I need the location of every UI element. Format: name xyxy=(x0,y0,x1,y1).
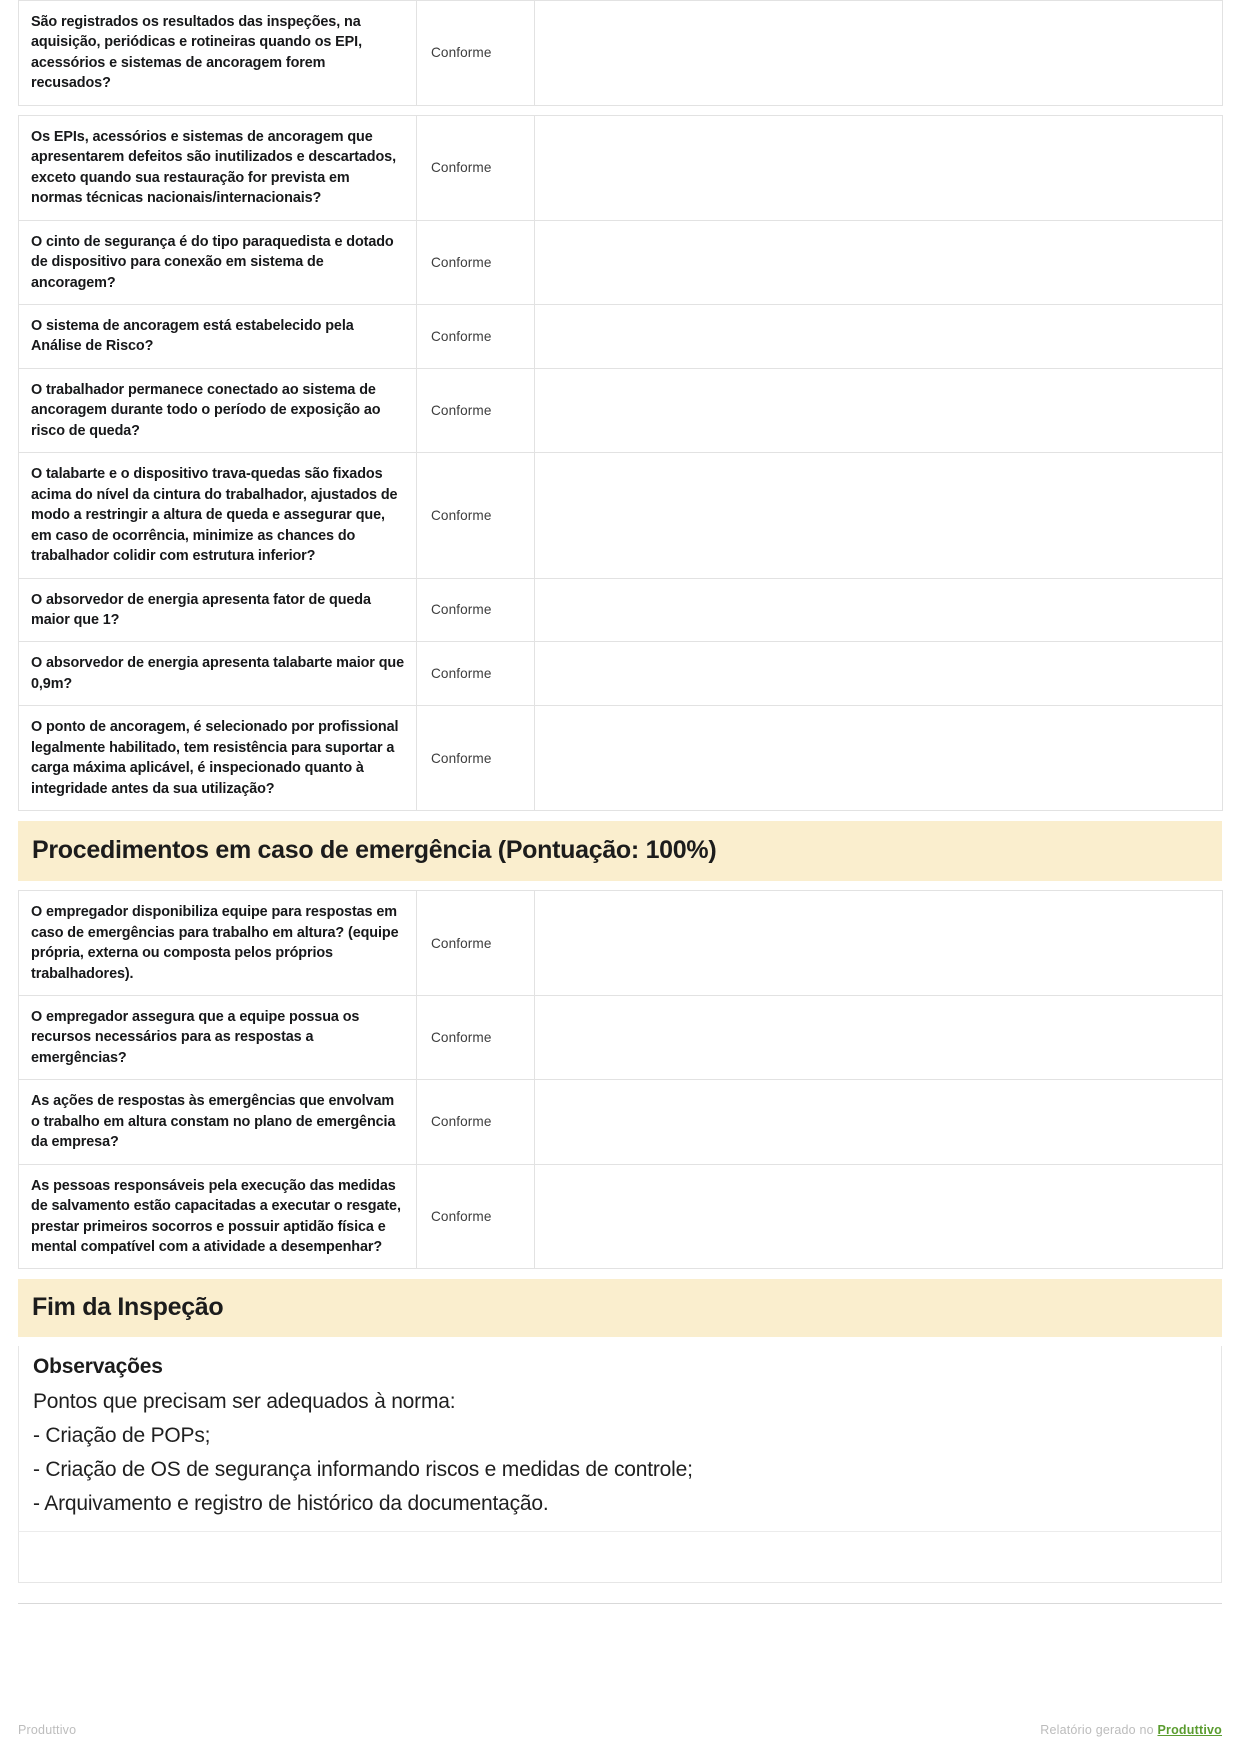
question-text: O absorvedor de energia apresenta fator de queda maior que 1? xyxy=(31,591,371,628)
answer-text: Conforme xyxy=(431,666,492,682)
section-title: Fim da Inspeção xyxy=(32,1293,224,1322)
table-row xyxy=(19,115,1223,220)
cell-answer xyxy=(417,1164,535,1269)
cell-notes xyxy=(535,453,1223,578)
cell-notes xyxy=(535,304,1223,368)
content-bottom-divider xyxy=(18,1603,1222,1604)
cell-notes xyxy=(535,706,1223,811)
footer-brand: Produttivo xyxy=(18,1723,77,1737)
cell-answer xyxy=(417,304,535,368)
cell-question xyxy=(19,891,417,996)
answer-text: Conforme xyxy=(431,1209,492,1225)
answer-text: Conforme xyxy=(431,254,492,270)
cell-question xyxy=(19,995,417,1079)
answer-text: Conforme xyxy=(431,935,492,951)
answer-text: Conforme xyxy=(431,507,492,523)
cell-answer xyxy=(417,368,535,452)
question-text: São registrados os resultados das inspeções, na aquisição, periódicas e rotineiras quando os EPI, acessórios e sistemas de ancoragem forem recusados? xyxy=(31,14,362,92)
cell-answer xyxy=(417,995,535,1079)
answer-text: Conforme xyxy=(431,403,492,419)
cell-answer xyxy=(417,891,535,996)
cell-question xyxy=(19,1164,417,1269)
cell-notes xyxy=(535,368,1223,452)
table-row xyxy=(19,220,1223,304)
cell-notes xyxy=(535,642,1223,706)
question-text: O trabalhador permanece conectado ao sistema de ancoragem durante todo o período de exposição ao risco de queda? xyxy=(31,381,381,439)
cell-answer xyxy=(417,220,535,304)
cell-notes xyxy=(535,995,1223,1079)
cell-question xyxy=(19,115,417,220)
answer-text: Conforme xyxy=(431,1030,492,1046)
question-text: O cinto de segurança é do tipo paraquedista e dotado de dispositivo para conexão em sistema de ancoragem? xyxy=(31,233,394,291)
cell-answer xyxy=(417,706,535,811)
cell-question xyxy=(19,220,417,304)
table-row xyxy=(19,578,1223,642)
table-row xyxy=(19,1080,1223,1164)
cell-question xyxy=(19,1080,417,1164)
answer-text: Conforme xyxy=(431,328,492,344)
cell-notes xyxy=(535,220,1223,304)
section-header-end xyxy=(18,1279,1222,1337)
cell-question xyxy=(19,578,417,642)
answer-text: Conforme xyxy=(431,1114,492,1130)
answer-text: Conforme xyxy=(431,160,492,176)
cell-notes xyxy=(535,891,1223,996)
table-row xyxy=(19,304,1223,368)
checklist-table-top xyxy=(18,0,1223,811)
section-title: Procedimentos em caso de emergência (Pontuação: 100%) xyxy=(32,836,717,865)
question-text: O empregador disponibiliza equipe para respostas em caso de emergências para trabalho em altura? (equipe própria, externa ou composta pelos próprios trabalhadores). xyxy=(31,904,399,982)
answer-text: Conforme xyxy=(431,750,492,766)
table-row xyxy=(19,891,1223,996)
question-text: O sistema de ancoragem está estabelecido pela Análise de Risco? xyxy=(31,317,354,355)
cell-question xyxy=(19,304,417,368)
cell-answer xyxy=(417,578,535,642)
cell-question xyxy=(19,368,417,452)
checklist-body-top xyxy=(19,1,1223,811)
table-row xyxy=(19,368,1223,452)
cell-answer xyxy=(417,1080,535,1164)
question-text: Os EPIs, acessórios e sistemas de ancoragem que apresentarem defeitos são inutilizados e descartados, exceto quando sua restauração for prevista em normas técnicas nacionais/internacionais? xyxy=(31,128,396,207)
table-row xyxy=(19,1164,1223,1269)
cell-question xyxy=(19,706,417,811)
answer-text: Conforme xyxy=(431,45,492,61)
section-header-emergency xyxy=(18,821,1222,881)
question-text: O absorvedor de energia apresenta talabarte maior que 0,9m? xyxy=(31,655,404,692)
cell-question xyxy=(19,642,417,706)
question-text: O ponto de ancoragem, é selecionado por profissional legalmente habilitado, tem resistência para suportar a carga máxima aplicável, é inspecionado quanto à integridade antes da sua utilização? xyxy=(31,719,399,797)
checklist-body-emergency xyxy=(19,891,1223,1269)
footer-produttivo-link[interactable]: Produttivo xyxy=(1157,1723,1222,1737)
page-footer xyxy=(18,1723,1222,1737)
table-row xyxy=(19,995,1223,1079)
checklist-table-emergency xyxy=(18,890,1223,1269)
question-text: As pessoas responsáveis pela execução das medidas de salvamento estão capacitadas a executar o resgate, prestar primeiros socorros e possuir aptidão física e mental compatível com a atividade a desempenhar? xyxy=(31,1177,401,1256)
footer-generated-prefix: Relatório gerado no xyxy=(1040,1723,1158,1737)
table-row xyxy=(19,453,1223,578)
question-text: O empregador assegura que a equipe possua os recursos necessários para as respostas a emergências? xyxy=(31,1008,360,1066)
cell-answer xyxy=(417,115,535,220)
cell-notes xyxy=(535,578,1223,642)
table-row xyxy=(19,1,1223,106)
row-spacer xyxy=(19,105,1223,115)
cell-answer xyxy=(417,642,535,706)
observations-empty-box xyxy=(18,1531,1222,1583)
cell-answer xyxy=(417,453,535,578)
cell-question xyxy=(19,453,417,578)
observations-line: - Arquivamento e registro de histórico da documentação. xyxy=(33,1491,549,1515)
question-text: O talabarte e o dispositivo trava-quedas são fixados acima do nível da cintura do trabalhador, ajustados de modo a restringir a altura de queda e assegurar que, em caso de ocorrência, minimize as chances do trabalhador colidir com estrutura inferior? xyxy=(31,466,398,565)
observations-line: Pontos que precisam ser adequados à norma: xyxy=(33,1389,456,1413)
table-row xyxy=(19,642,1223,706)
cell-answer xyxy=(417,1,535,106)
observations-line: - Criação de OS de segurança informando riscos e medidas de controle; xyxy=(33,1457,693,1481)
cell-notes xyxy=(535,1,1223,106)
cell-notes xyxy=(535,1164,1223,1269)
observations-title: Observações xyxy=(33,1355,163,1379)
question-text: As ações de respostas às emergências que envolvam o trabalho em altura constam no plano de emergência da empresa? xyxy=(31,1093,396,1151)
cell-question xyxy=(19,1,417,106)
cell-notes xyxy=(535,115,1223,220)
footer-generated-by xyxy=(1040,1723,1222,1737)
observations-block xyxy=(18,1346,1222,1531)
observations-line: - Criação de POPs; xyxy=(33,1423,211,1447)
table-row xyxy=(19,706,1223,811)
cell-notes xyxy=(535,1080,1223,1164)
answer-text: Conforme xyxy=(431,602,492,618)
